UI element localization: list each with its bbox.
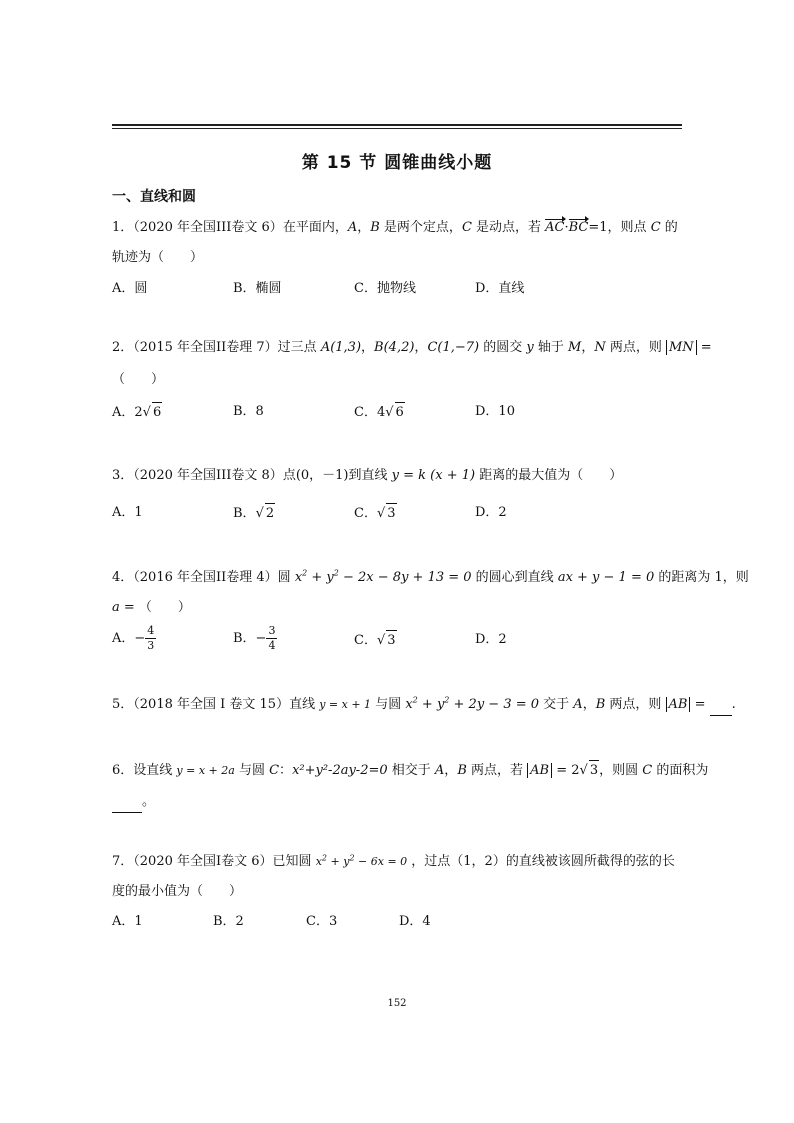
q4-options (112, 624, 682, 652)
q2-source: （2015 年全国II卷理 7） (133, 340, 278, 355)
q1-source: （2020 年全国III卷文 6） (133, 220, 283, 235)
header-rule-thick (112, 124, 682, 126)
q4-source: （2016 年全国II卷理 4） (133, 570, 278, 585)
q7-stem-cont: 度的最小值为（ ） (112, 884, 243, 899)
q7-number: 7． (112, 854, 134, 869)
answer-blank[interactable] (112, 792, 142, 813)
q2-stem: 2．（2015 年全国II卷理 7）过三点 A(1,3)，B(4,2)，C(1,−7) 的圆交 y 轴于 M，N 两点，则 MN = (112, 340, 712, 355)
q7-options (112, 912, 682, 934)
q7-option-a: A．1 (112, 914, 143, 929)
vector-bc: BC (569, 218, 589, 238)
q2-option-a: A．2√ 6 (112, 402, 162, 423)
sqrt-symbol: √ 3 (580, 760, 600, 781)
q4-stem-cont: a = （ ） (112, 600, 191, 615)
q3-option-b: B．√ 2 (233, 503, 275, 524)
q5-stem: 5．（2018 年全国 I 卷文 15）直线 y = x + 1 与圆 $x^2 + y^2 + 2y - 3 = 0$ 交于 A，B 两点，则 AB = . (112, 695, 736, 716)
q1-stem-cont: 轨迹为（ ） (112, 250, 204, 265)
q5-circle-equation: $x^2 + y^2 + 2y - 3 = 0$ (405, 695, 540, 712)
q2-option-d: D．10 (475, 404, 515, 419)
sqrt-symbol: √ 3 (377, 630, 397, 651)
q2-number: 2． (112, 340, 134, 355)
q3-line-expression: y = k (x + 1) (391, 468, 476, 483)
q2-option-b: B．8 (233, 404, 264, 419)
q6-stem: 6．设直线 y = x + 2a 与圆 C：x²+y²-2ay-2=0 相交于 A，B 两点，若 AB = 2√ 3，则圆 C 的面积为 (112, 760, 708, 781)
q4-stem: 4．（2016 年全国II卷理 4）圆 $x^2 + y^2 - 2x - 8y + 13 = 0$ 的圆心到直线 ax + y − 1 = 0 的距离为 1，则 (112, 568, 749, 585)
q4-option-a: A．− $\frac{4}{3}$ (112, 624, 155, 652)
q4-line-expression: ax + y − 1 = 0 (557, 570, 655, 585)
section-heading: 一、直线和圆 (112, 189, 196, 205)
q3-stem: 3．（2020 年全国III卷文 8）点(0，－1)到直线 y = k (x + 1) 距离的最大值为（ ） (112, 468, 623, 483)
vector-ac: AC (545, 218, 564, 238)
header-rule-thin (112, 128, 682, 129)
sqrt-symbol: √ 6 (385, 402, 405, 423)
q5-number: 5． (112, 697, 134, 712)
q1-option-c: C．抛物线 (354, 281, 416, 296)
q3-option-d: D．2 (475, 505, 507, 520)
q3-number: 3． (112, 468, 134, 483)
fraction: $\frac{4}{3}$ (147, 624, 155, 652)
q1-options (112, 279, 682, 301)
abs-ab: AB (666, 697, 691, 712)
q6-stem-cont: 。 (112, 792, 155, 813)
q1-stem: 1．（2020 年全国III卷文 6）在平面内，A，B 是两个定点，C 是动点，若 AC·BC=1，则点 C 的 (112, 218, 678, 238)
page-title: 第 15 节 圆锥曲线小题 (301, 153, 493, 173)
q7-option-d: D．4 (399, 914, 431, 929)
q4-option-c: C．√ 3 (354, 630, 397, 651)
fraction: $\frac{3}{4}$ (268, 624, 276, 652)
answer-blank[interactable] (710, 695, 732, 716)
q7-stem: 7．（2020 年全国I卷文 6）已知圆 $x^2 + y^2 - 6x = 0$ ，过点（1，2）的直线被该圆所截得的弦的长 (112, 853, 675, 869)
q7-circle-equation: $x^2 + y^2 - 6x = 0$ (315, 853, 408, 868)
sqrt-symbol: √ 6 (143, 402, 163, 423)
q2-stem-cont: （ ） (112, 372, 165, 387)
q7-option-b: B．2 (213, 914, 244, 929)
q1-option-b: B．椭圆 (233, 281, 282, 296)
q4-option-b: B．− $\frac{3}{4}$ (233, 624, 276, 652)
q4-circle-equation: $x^2 + y^2 - 2x - 8y + 13 = 0$ (294, 568, 472, 585)
q3-option-c: C．√ 3 (354, 503, 397, 524)
abs-mn: MN (666, 340, 697, 355)
q7-source: （2020 年全国I卷文 6） (133, 854, 273, 869)
q4-option-d: D．2 (475, 632, 507, 647)
q1-option-a: A．圆 (112, 281, 148, 296)
q7-option-c: C．3 (306, 914, 338, 929)
q5-source: （2018 年全国 I 卷文 15） (133, 697, 290, 712)
page-number: 152 (387, 998, 407, 1009)
sqrt-symbol: √ 3 (377, 503, 397, 524)
q1-number: 1． (112, 220, 134, 235)
q6-circle-equation: x²+y²-2ay-2=0 (292, 763, 388, 778)
abs-ab: AB (527, 763, 552, 778)
q6-number: 6． (112, 763, 134, 778)
q1-option-d: D．直线 (475, 281, 525, 296)
q6-line-expression: y = x + 2a (176, 764, 235, 777)
q2-options (112, 402, 682, 424)
q4-number: 4． (112, 570, 134, 585)
q2-option-c: C．4√ 6 (354, 402, 405, 423)
q3-source: （2020 年全国III卷文 8） (133, 468, 283, 483)
q3-option-a: A．1 (112, 505, 143, 520)
q5-line-expression: y = x + 1 (319, 698, 372, 711)
sqrt-symbol: √ 2 (256, 503, 276, 524)
q3-options (112, 503, 682, 525)
